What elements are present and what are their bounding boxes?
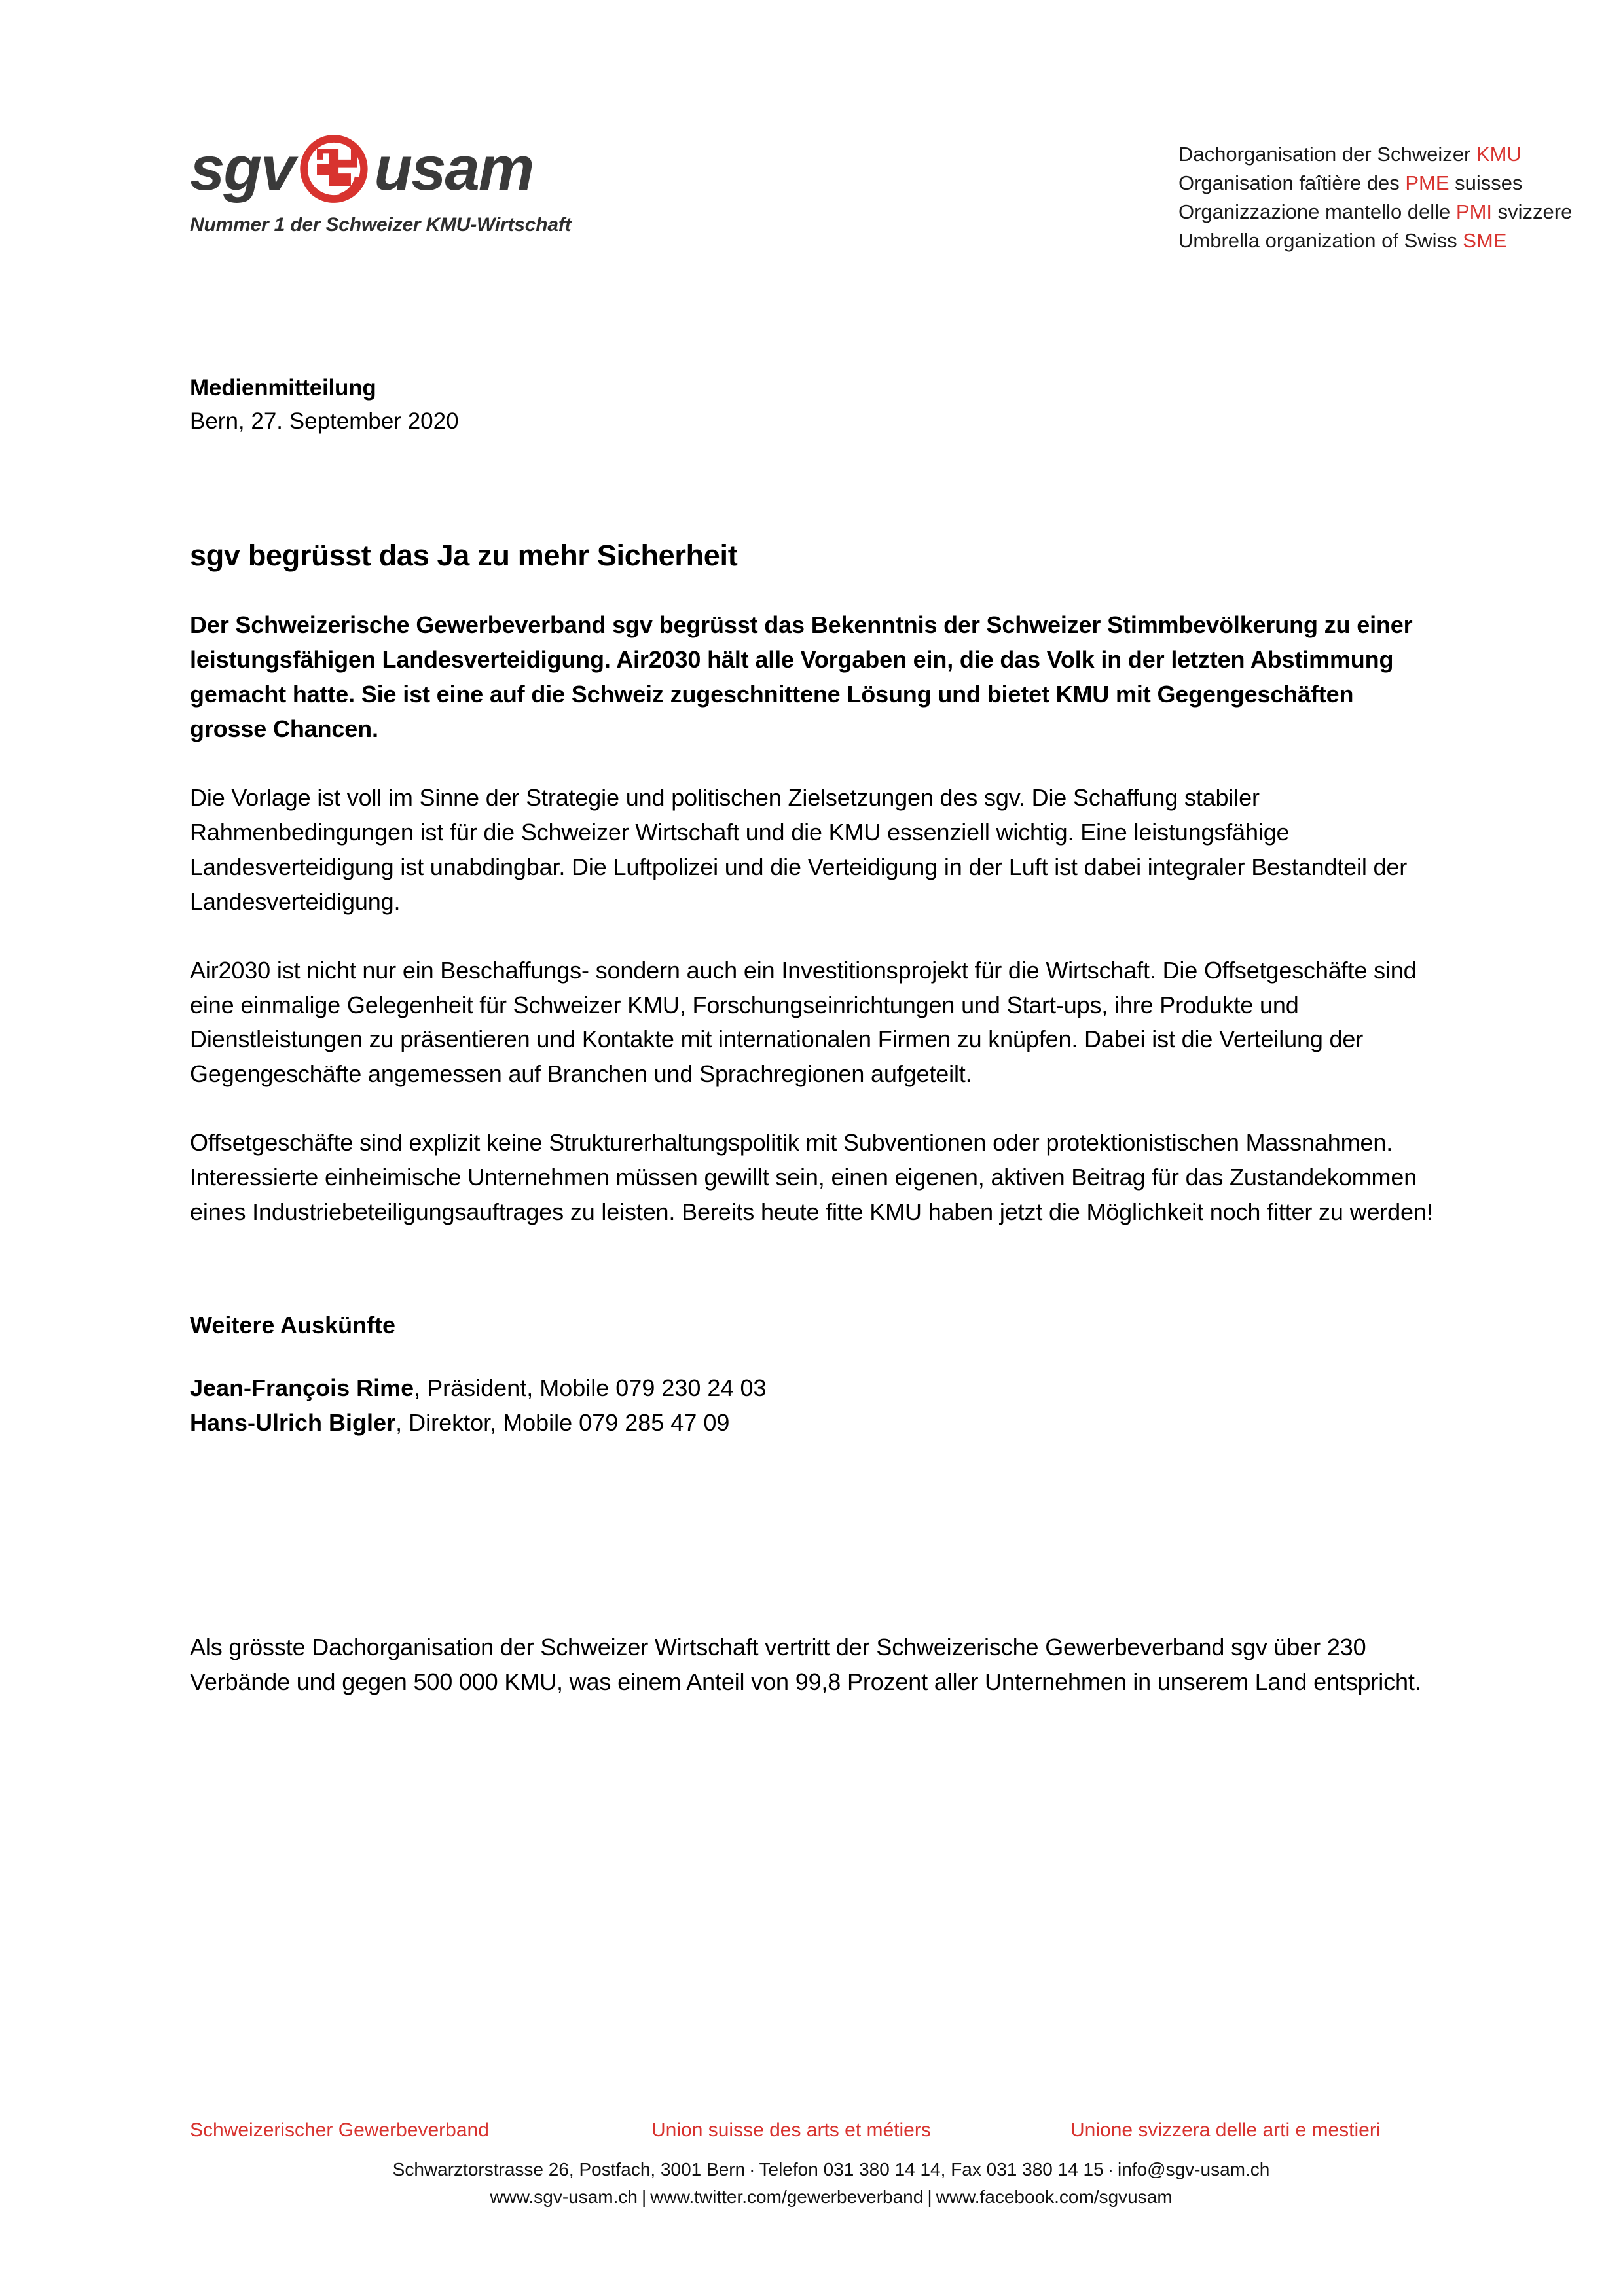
footer-separator-dot: · [1107, 2159, 1114, 2179]
logo-tagline: Nummer 1 der Schweizer KMU-Wirtschaft [190, 214, 572, 236]
footer-separator-pipe: | [927, 2187, 932, 2207]
footer-contact-details [190, 2156, 1472, 2211]
logo-wordmark [190, 131, 596, 206]
footer-separator-dot: · [749, 2159, 756, 2179]
org-acronym-sme: SME [1463, 229, 1507, 253]
contact-section-title: Weitere Auskünfte [190, 1311, 396, 1338]
contact-item-director [190, 1406, 1434, 1441]
org-acronym-pme: PME [1405, 171, 1450, 195]
organization-descriptor-lines [1178, 140, 1572, 255]
body-paragraph-1: Die Vorlage ist voll im Sinne der Strategie und politischen Zielsetzungen des sgv. Die Schaffung stabiler Rahmenbedingungen ist für die Schweizer Wirtschaft und die KMU essenziell wichtig. Eine leistungsfähige Landesverteidigung ist unabdingbar. Die Luftpolizei und die Verteidigung in der Luft ist dabei integraler Bestandteil der Landesverteidigung. [190, 783, 1408, 915]
org-acronym-pmi: PMI [1455, 200, 1493, 224]
body-paragraph-2: Air2030 ist nicht nur ein Beschaffungs- sondern auch ein Investitionsprojekt für die Wirtschaft. Die Offsetgeschäfte sind eine einmalige Gelegenheit für Schweizer KMU, Forschungseinrichtungen und Start-ups, ihre Produkte und Dienstleistungen zu präsentieren und Kontakte mit internationalen Firmen zu knüpfen. Dabei ist die Verteilung der Gegengeschäfte angemessen auf Branchen und Sprachregionen aufgeteilt. [190, 956, 1417, 1088]
footer-org-de: Schweizerischer Gewerbeverband [190, 2119, 489, 2141]
sgv-swiss-cross-emblem-icon [295, 130, 373, 207]
footer-website-link[interactable]: www.sgv-usam.ch [490, 2187, 638, 2207]
org-acronym-kmu: KMU [1476, 143, 1522, 166]
page-footer [190, 2119, 1472, 2211]
contact-item-president [190, 1371, 1434, 1406]
org-line-de: Dachorganisation der Schweizer KMU [1178, 143, 1522, 166]
page-header [190, 131, 1573, 281]
footer-org-fr: Union suisse des arts et métiers [651, 2119, 931, 2141]
footer-facebook-link[interactable]: www.facebook.com/sgvusam [936, 2187, 1173, 2207]
logo-word-sgv: sgv [190, 133, 295, 204]
footer-postal-address: Schwarztorstrasse 26, Postfach, 3001 Bern [392, 2159, 746, 2179]
logo-word-usam: usam [374, 133, 534, 204]
footer-org-it: Unione svizzera delle arti e mestieri [1070, 2119, 1381, 2141]
lead-paragraph: Der Schweizerische Gewerbeverband sgv begrüsst das Bekenntnis der Schweizer Stimmbevölkerung zu einer leistungsfähigen Landesverteidigung. Air2030 hält alle Vorgaben ein, die das Volk in der letzten Abstimmung gemacht hatte. Sie ist eine auf die Schweiz zugeschnittene Lösung und bietet KMU mit Gegengeschäften grosse Chancen. [190, 611, 1413, 743]
boilerplate-paragraph: Als grösste Dachorganisation der Schweizer Wirtschaft vertritt der Schweizerische Gewerbeverband sgv über 230 Verbände und gegen 500 000 KMU, was einem Anteil von 99,8 Prozent aller Unternehmen in unserem Land entspricht. [190, 1633, 1421, 1695]
footer-twitter-link[interactable]: www.twitter.com/gewerbeverband [650, 2187, 924, 2207]
document-type-label: Medienmitteilung [190, 375, 376, 401]
footer-separator-pipe: | [641, 2187, 647, 2207]
footer-links-line [190, 2183, 1472, 2211]
contact-details: , Präsident, Mobile 079 230 24 03 [414, 1374, 767, 1402]
org-line-it: Organizzazione mantello delle PMI svizzere [1178, 200, 1573, 224]
footer-email-link[interactable]: info@sgv-usam.ch [1118, 2159, 1270, 2179]
sgv-usam-logo [190, 131, 596, 236]
footer-phone: Telefon 031 380 14 14, Fax 031 380 14 15 [759, 2159, 1104, 2179]
org-line-en: Umbrella organization of Swiss SME [1178, 229, 1507, 253]
contact-details: , Direktor, Mobile 079 285 47 09 [395, 1409, 730, 1437]
dateline: Bern, 27. September 2020 [190, 408, 459, 434]
page-title: sgv begrüsst das Ja zu mehr Sicherheit [190, 539, 738, 573]
footer-address-line [190, 2156, 1472, 2183]
footer-organization-names [190, 2119, 1472, 2148]
org-line-fr: Organisation faîtière des PME suisses [1178, 171, 1523, 195]
contact-list [190, 1371, 1434, 1441]
body-paragraph-3: Offsetgeschäfte sind explizit keine Strukturerhaltungspolitik mit Subventionen oder protektionistischen Massnahmen. Interessierte einheimische Unternehmen müssen gewillt sein, einen eigenen, aktiven Beitrag für das Zustandekommen eines Industriebeteiligungsauftrages zu leisten. Bereits heute fitte KMU haben jetzt die Möglichkeit noch fitter zu werden! [190, 1129, 1433, 1226]
document-body [190, 373, 1434, 1723]
contact-name: Hans-Ulrich Bigler [190, 1409, 396, 1437]
contact-name: Jean-François Rime [190, 1374, 414, 1402]
